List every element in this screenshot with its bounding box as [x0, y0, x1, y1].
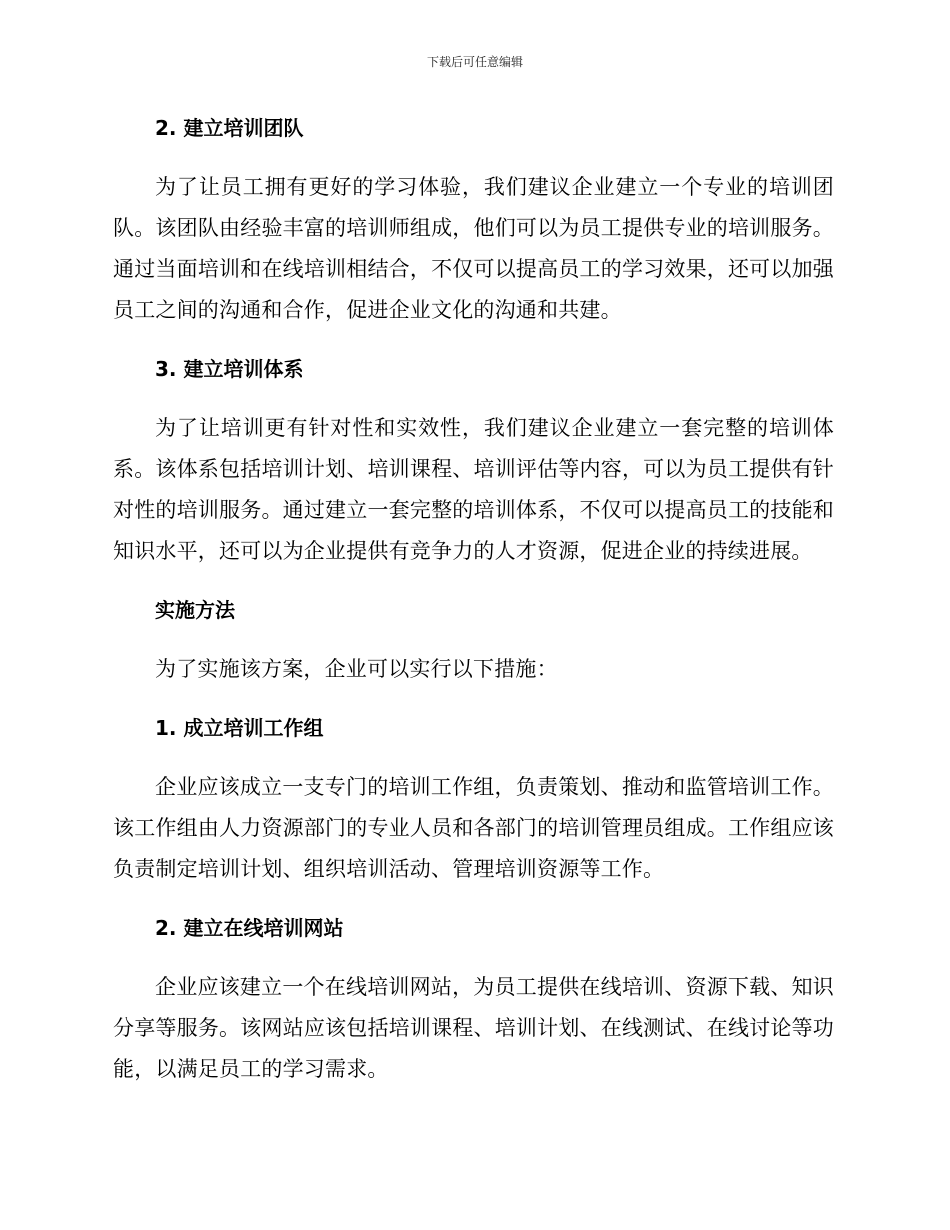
section-heading-training-system: 3. 建立培训体系 — [155, 357, 304, 381]
page-header: 下载后可任意编辑 — [426, 55, 523, 69]
section-heading-online-website: 2. 建立在线培训网站 — [155, 916, 344, 940]
document-body — [113, 111, 834, 1090]
paragraph-working-group: 企业应该成立一支专门的培训工作组，负责策划、推动和监管培训工作。该工作组由人力资源部门的专业人员和各部门的培训管理员组成。工作组应该负责制定培训计划、组织培训活动、管理培训资源等工作。 — [113, 775, 834, 881]
paragraph-training-system: 为了让培训更有针对性和实效性，我们建议企业建立一套完整的培训体系。该体系包括培训计划、培训课程、培训评估等内容，可以为员工提供有针对性的培训服务。通过建立一套完整的培训体系，不仅可以提高员工的技能和知识水平，还可以为企业提供有竞争力的人才资源，促进企业的持续进展。 — [113, 416, 834, 563]
paragraph-training-team: 为了让员工拥有更好的学习体验，我们建议企业建立一个专业的培训团队。该团队由经验丰富的培训师组成，他们可以为员工提供专业的培训服务。通过当面培训和在线培训相结合，不仅可以提高员工的学习效果，还可以加强员工之间的沟通和合作，促进企业文化的沟通和共建。 — [113, 175, 834, 322]
section-heading-implementation: 实施方法 — [155, 598, 235, 622]
paragraph-online-website: 企业应该建立一个在线培训网站，为员工提供在线培训、资源下载、知识分享等服务。该网站应该包括培训课程、培训计划、在线测试、在线讨论等功能，以满足员工的学习需求。 — [113, 975, 834, 1081]
paragraph-implementation: 为了实施该方案，企业可以实行以下措施： — [155, 657, 558, 681]
section-heading-training-team: 2. 建立培训团队 — [155, 116, 304, 140]
section-heading-working-group: 1. 成立培训工作组 — [155, 716, 324, 740]
